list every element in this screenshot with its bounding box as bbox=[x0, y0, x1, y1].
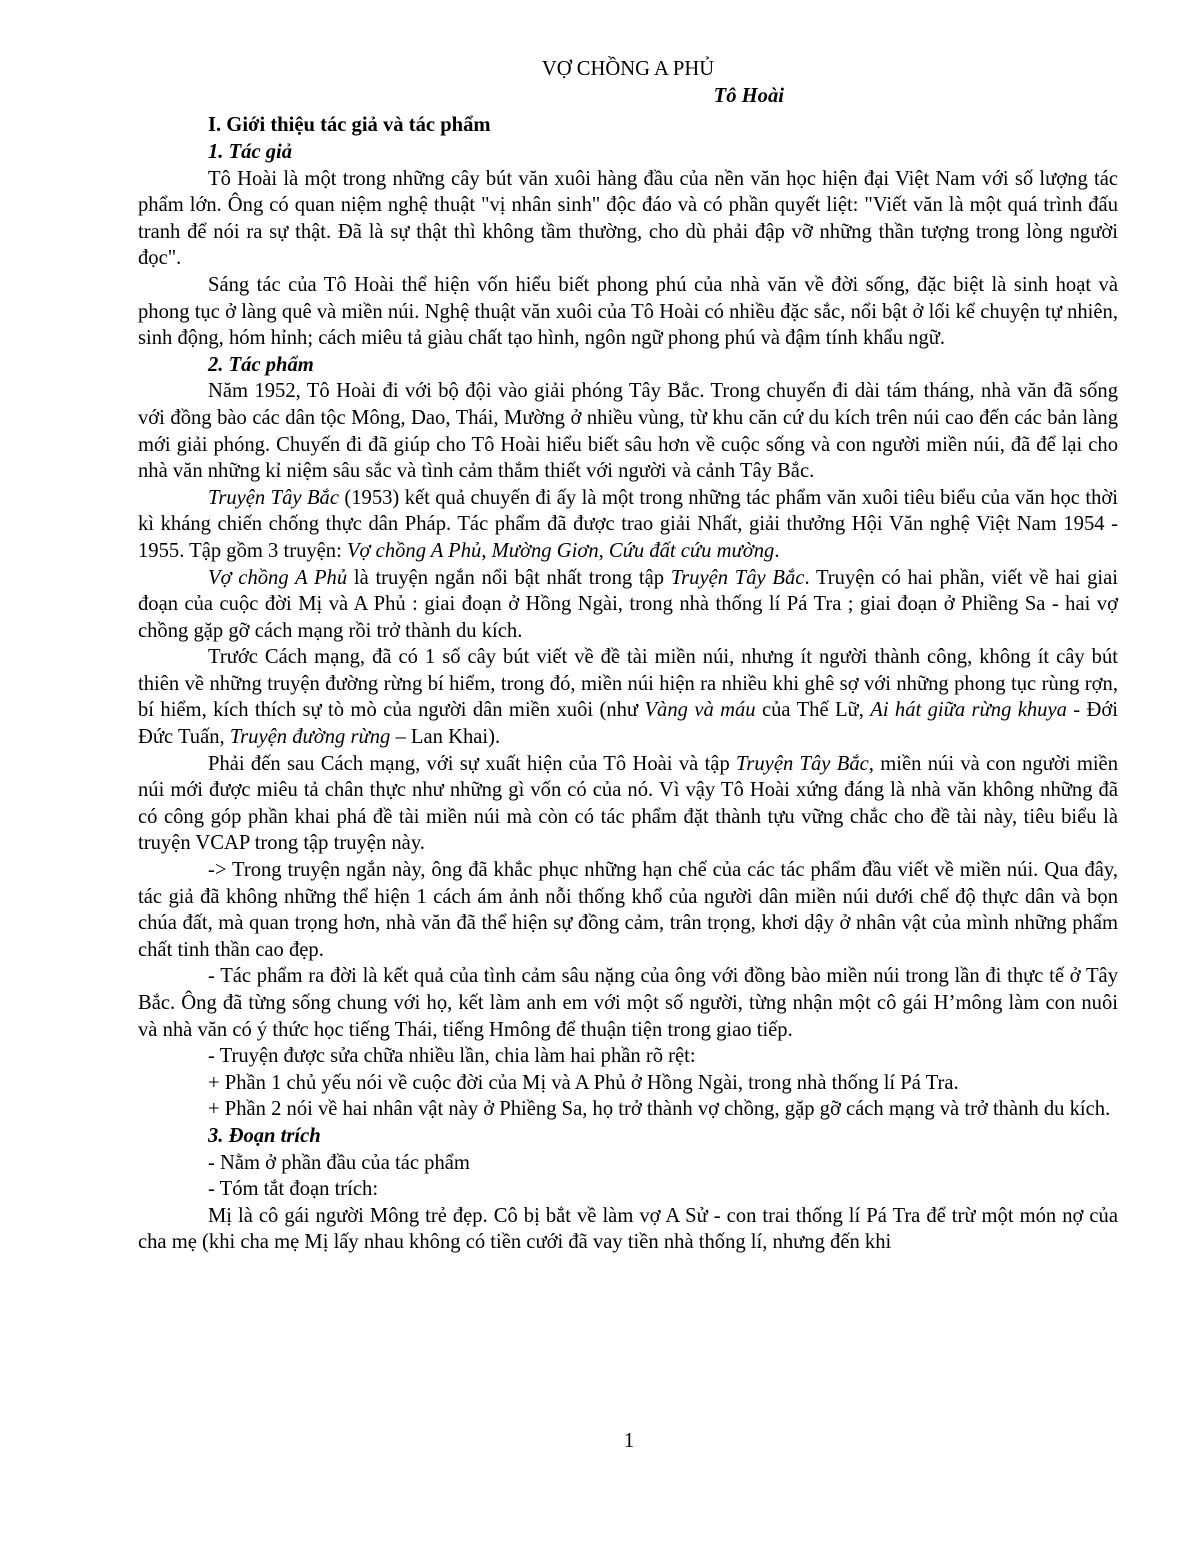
subsection-heading-excerpt: 3. Đoạn trích bbox=[208, 1124, 321, 1147]
work-title-truyen-tay-bac: Truyện Tây Bắc bbox=[670, 566, 805, 589]
paragraph-work-9: + Phần 1 chủ yếu nói về cuộc đời của Mị và A Phủ ở Hồng Ngài, trong nhà thống lí Pá Tra. bbox=[208, 1071, 959, 1094]
paragraph-text: là truyện ngắn nổi bật nhất trong tập bbox=[347, 566, 671, 589]
paragraph-text: . Truyện có hai phần, viết về hai giai đoạn của cuộc đời Mị và A Phủ : giai đoạn ở Hồng Ngài, trong nhà thống lí Pá Tra ; giai đoạn ở Phiềng Sa - hai vợ chồng gặp gỡ cách mạng rồi trở thành du kích. bbox=[138, 566, 1118, 642]
subsection-heading-author: 1. Tác giả bbox=[208, 141, 293, 163]
work-title-vo-chong-a-phu: Vợ chồng A Phủ bbox=[208, 566, 348, 589]
paragraph-text: Trước Cách mạng, đã có 1 số cây bút viết về đề tài miền núi, nhưng ít người thành công, không ít cây bút thiên về những truyện đường rừng bí hiểm, trong đó, miền núi hiện ra nhiều khi ghê sợ với những phong tục rùng rợn, bí hiểm, kích thích sự tò mò của người dân miền xuôi (như bbox=[138, 646, 1118, 722]
work-title-truyen-tay-bac: Truyện Tây Bắc bbox=[208, 486, 339, 509]
paragraph-text: , miền núi và con người miền núi mới được miêu tả chân thực như những gì vốn có của nó. Vì vậy Tô Hoài xứng đáng là nhà văn không những đã có công góp phần khai phá đề tài miền núi mà còn có tác phẩm đặt thành tựu vững chắc cho đề tài này, tiêu biểu là truyện VCAP trong tập truyện này. bbox=[138, 752, 1118, 855]
paragraph-excerpt-2: - Tóm tắt đoạn trích: bbox=[208, 1178, 379, 1201]
paragraph-work-8: - Truyện được sửa chữa nhiều lần, chia làm hai phần rõ rệt: bbox=[208, 1045, 696, 1068]
paragraph-text: của Thế Lữ, bbox=[755, 699, 871, 722]
paragraph-work-5 bbox=[138, 751, 1118, 857]
paragraph-work-6: -> Trong truyện ngắn này, ông đã khắc phục những hạn chế của các tác phẩm đầu viết về miền núi. Qua đây, tác giả đã không những thể hiện 1 cách ám ảnh nỗi thống khổ của người dân miền núi dưới chế độ thực dân và bọn chúa đất, mà quan trọng hơn, nhà văn đã thể hiện sự đồng cảm, trân trọng, khơi dậy ở nhân vật của mình những phẩm chất tinh thần cao đẹp. bbox=[138, 859, 1118, 961]
paragraph-excerpt-3: Mị là cô gái người Mông trẻ đẹp. Cô bị bắt về làm vợ A Sử - con trai thống lí Pá Tra để trừ một món nợ của cha mẹ (khi cha mẹ Mị lấy nhau không có tiền cưới đã vay tiền nhà thống lí, nhưng đến khi bbox=[138, 1204, 1118, 1254]
document-page bbox=[138, 56, 1118, 1256]
paragraph-author-1: Tô Hoài là một trong những cây bút văn xuôi hàng đầu của nền văn học hiện đại Việt Nam với số lượng tác phẩm lớn. Ông có quan niệm nghệ thuật "vị nhân sinh" độc đáo và có phần quyết liệt: "Viết văn là một quá trình đấu tranh để nói ra sự thật. Đã là sự thật thì không tầm thường, cho dù phải đập vỡ những thần tượng trong lòng người đọc". bbox=[138, 167, 1118, 270]
paragraph-excerpt-1: - Nằm ở phần đầu của tác phẩm bbox=[208, 1151, 470, 1174]
paragraph-text: (1953) kết quả chuyến đi ấy là một trong những tác phẩm văn xuôi tiêu biểu của văn học thời kì kháng chiến chống thực dân Pháp. Tác phẩm đã được trao giải Nhất, giải thưởng Hội Văn nghệ Việt Nam 1954 - 1955. Tập gồm 3 truyện: bbox=[138, 486, 1118, 562]
paragraph-work-2 bbox=[138, 485, 1118, 565]
paragraph-text: Phải đến sau Cách mạng, với sự xuất hiện của Tô Hoài và tập bbox=[208, 752, 737, 775]
work-title-ai-hat: Ai hát giữa rừng khuya bbox=[870, 699, 1067, 722]
work-title-truyen-duong-rung: Truyện đường rừng bbox=[229, 726, 391, 749]
paragraph-work-3 bbox=[138, 565, 1118, 645]
work-title-vang-va-mau: Vàng và máu bbox=[644, 699, 756, 722]
paragraph-work-10: + Phần 2 nói về hai nhân vật này ở Phiềng Sa, họ trở thành vợ chồng, gặp gỡ cách mạng và trở thành du kích. bbox=[208, 1098, 1111, 1121]
work-title-truyen-tay-bac: Truyện Tây Bắc bbox=[736, 752, 869, 775]
page-number: 1 bbox=[623, 1430, 635, 1452]
work-titles-list: Vợ chồng A Phủ, Mường Giơn, Cứu đất cứu mường bbox=[346, 539, 775, 562]
document-author: Tô Hoài bbox=[713, 85, 784, 107]
paragraph-text: – Lan Khai). bbox=[390, 726, 501, 749]
document-title: VỢ CHỒNG A PHỦ bbox=[541, 58, 715, 80]
section-heading-introduction: I. Giới thiệu tác giả và tác phẩm bbox=[208, 114, 491, 136]
paragraph-work-7: - Tác phẩm ra đời là kết quả của tình cảm sâu nặng của ông với đồng bào miền núi trong lần đi thực tế ở Tây Bắc. Ông đã từng sống chung với họ, kết làm anh em với một số người, từng nhận một cô gái H’mông làm con nuôi và nhà văn có ý thức học tiếng Thái, tiếng Hmông để thuận tiện trong giao tiếp. bbox=[138, 965, 1118, 1041]
paragraph-work-1: Năm 1952, Tô Hoài đi với bộ đội vào giải phóng Tây Bắc. Trong chuyến đi dài tám tháng, nhà văn đã sống với đồng bào các dân tộc Mông, Dao, Thái, Mường ở nhiều vùng, từ khu căn cứ du kích trên núi cao đến các bản làng mới giải phóng. Chuyến đi đã giúp cho Tô Hoài hiểu biết sâu hơn về cuộc sống và con người miền núi, đã để lại cho nhà văn những kỉ niệm sâu sắc và tình cảm thắm thiết với người và cảnh Tây Bắc. bbox=[138, 380, 1118, 483]
paragraph-work-4 bbox=[138, 644, 1118, 750]
subsection-heading-work: 2. Tác phẩm bbox=[208, 353, 314, 376]
paragraph-text: . bbox=[774, 539, 780, 562]
paragraph-author-2: Sáng tác của Tô Hoài thể hiện vốn hiểu biết phong phú của nhà văn về đời sống, đặc biệt là sinh hoạt và phong tục ở làng quê và miền núi. Nghệ thuật văn xuôi của Tô Hoài có nhiều đặc sắc, nổi bật ở lối kể chuyện tự nhiên, sinh động, hóm hỉnh; cách miêu tả giàu chất tạo hình, ngôn ngữ phong phú và đậm tính khẩu ngữ. bbox=[138, 273, 1118, 350]
paragraph-text: - Đới Đức Tuấn, bbox=[138, 699, 1119, 749]
